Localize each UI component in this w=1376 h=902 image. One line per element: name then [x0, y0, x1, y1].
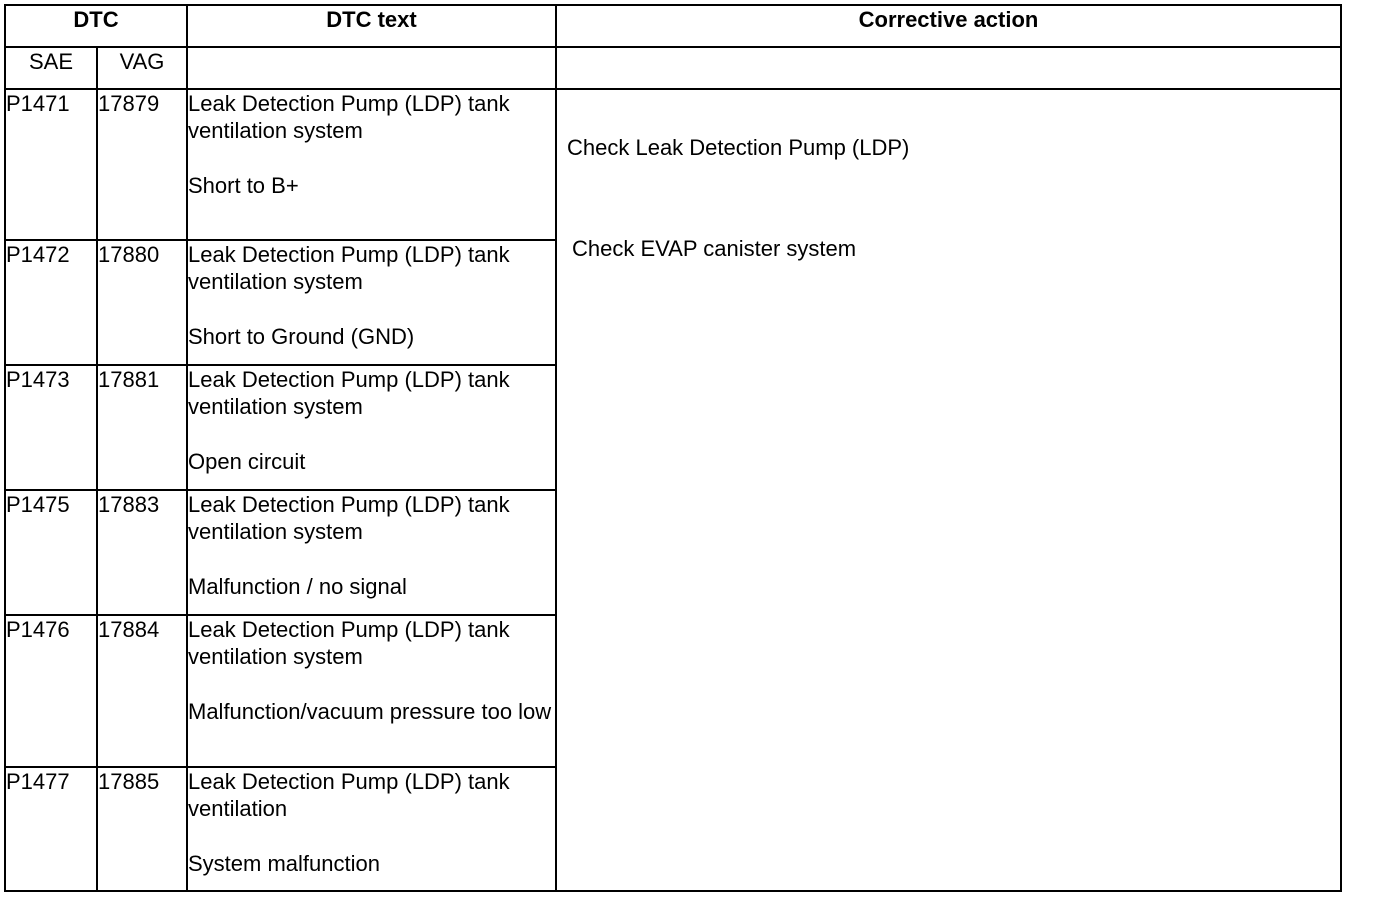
sae-code: P1473 — [5, 365, 97, 490]
dtc-text-cell — [187, 490, 556, 615]
sae-code: P1477 — [5, 767, 97, 891]
header-corrective-action: Corrective action — [556, 5, 1341, 47]
dtc-fault-type: Malfunction/vacuum pressure too low — [188, 699, 552, 724]
dtc-table — [4, 4, 1342, 892]
subheader-text-empty — [187, 47, 556, 89]
table-row — [5, 89, 1341, 240]
corrective-action-cell — [556, 89, 1341, 891]
dtc-description: Leak Detection Pump (LDP) tank ventilation system — [188, 367, 510, 419]
vag-code: 17883 — [97, 490, 187, 615]
dtc-text-cell — [187, 240, 556, 365]
dtc-fault-type: Short to Ground (GND) — [188, 324, 415, 349]
corrective-action-1: Check Leak Detection Pump (LDP) — [567, 135, 910, 160]
dtc-text-cell — [187, 615, 556, 767]
vag-code: 17885 — [97, 767, 187, 891]
dtc-fault-type: Short to B+ — [188, 173, 299, 198]
dtc-description: Leak Detection Pump (LDP) tank ventilation system — [188, 242, 510, 294]
dtc-text-cell — [187, 767, 556, 891]
header-dtc-text: DTC text — [187, 5, 556, 47]
subheader-vag: VAG — [97, 47, 187, 89]
sae-code: P1475 — [5, 490, 97, 615]
dtc-description: Leak Detection Pump (LDP) tank ventilation system — [188, 617, 510, 669]
dtc-fault-type: System malfunction — [188, 851, 380, 876]
vag-code: 17881 — [97, 365, 187, 490]
subheader-row — [5, 47, 1341, 89]
dtc-description: Leak Detection Pump (LDP) tank ventilation system — [188, 91, 510, 143]
dtc-text-cell — [187, 89, 556, 240]
vag-code: 17879 — [97, 89, 187, 240]
dtc-description: Leak Detection Pump (LDP) tank ventilation system — [188, 492, 510, 544]
header-row — [5, 5, 1341, 47]
subheader-corrective-empty — [556, 47, 1341, 89]
dtc-text-cell — [187, 365, 556, 490]
sae-code: P1476 — [5, 615, 97, 767]
sae-code: P1471 — [5, 89, 97, 240]
header-dtc: DTC — [5, 5, 187, 47]
subheader-sae: SAE — [5, 47, 97, 89]
vag-code: 17884 — [97, 615, 187, 767]
corrective-action-2: Check EVAP canister system — [572, 236, 857, 261]
dtc-fault-type: Malfunction / no signal — [188, 574, 407, 599]
vag-code: 17880 — [97, 240, 187, 365]
dtc-description: Leak Detection Pump (LDP) tank ventilation — [188, 769, 510, 821]
sae-code: P1472 — [5, 240, 97, 365]
dtc-fault-type: Open circuit — [188, 449, 306, 474]
